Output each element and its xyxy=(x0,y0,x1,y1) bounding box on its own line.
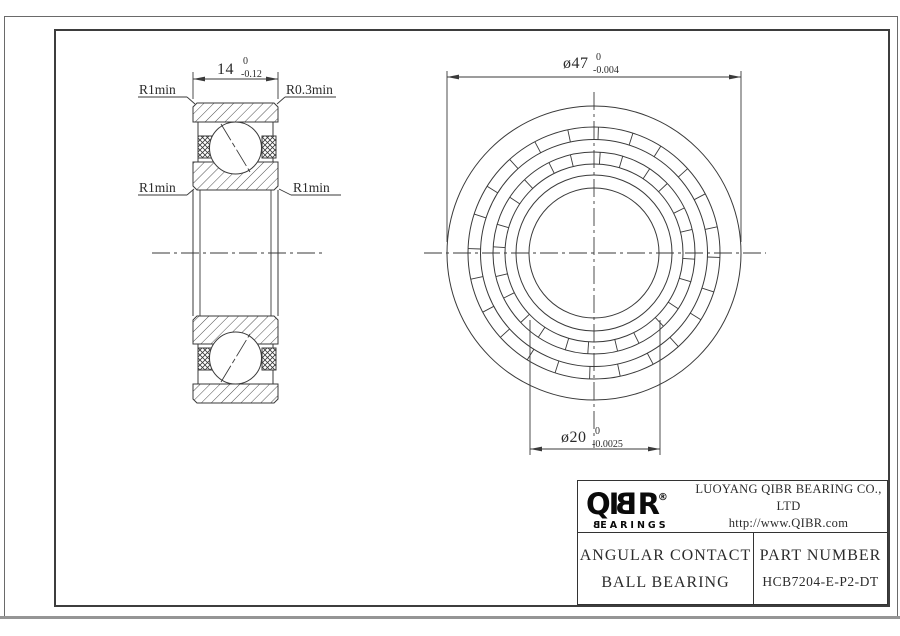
dim-bore-tol-lower: -0.0025 xyxy=(592,439,623,450)
label-r1min-mid-left: R1min xyxy=(139,180,176,195)
dim-width-14 xyxy=(193,72,278,99)
cage-section-bottom-right xyxy=(262,348,276,370)
title-block xyxy=(577,480,888,605)
part-number-value: HCB7204-E-P2-DT xyxy=(762,573,879,589)
product-name-line2: BALL BEARING xyxy=(601,573,730,591)
front-view xyxy=(424,71,766,455)
dim-bore-value: ø20 xyxy=(561,429,587,446)
title-block-header-row xyxy=(578,481,887,533)
product-name-line1: ANGULAR CONTACT xyxy=(579,546,752,564)
cage-section-top-right xyxy=(262,136,276,158)
ball-top xyxy=(210,122,262,174)
registered-trademark-icon: ® xyxy=(657,491,668,503)
outer-ring-top-section xyxy=(193,103,278,122)
qibr-logo xyxy=(578,483,690,531)
dim-od-value: ø47 xyxy=(563,55,589,72)
section-view xyxy=(138,72,341,403)
product-name-cell xyxy=(578,533,754,604)
company-website: http://www.QIBR.com xyxy=(728,516,849,530)
qibr-logo-subtitle: BEARINGS xyxy=(590,519,669,531)
mirrored-b-glyph: B xyxy=(617,486,638,521)
dim-width-value: 14 xyxy=(217,61,234,78)
dim-width-tol-lower: -0.12 xyxy=(241,69,262,80)
qibr-logo-wordmark: QIBR® xyxy=(586,486,668,521)
company-info xyxy=(690,481,887,532)
outer-ring-bottom-section xyxy=(193,384,278,403)
dim-bore-tol-upper: 0 xyxy=(595,426,600,437)
dim-od-tol-upper: 0 xyxy=(596,52,601,63)
label-r03min-top-right: R0.3min xyxy=(286,82,333,97)
company-name: LUOYANG QIBR BEARING CO., LTD xyxy=(695,482,882,513)
ball-bottom xyxy=(210,332,262,384)
title-block-detail-row xyxy=(578,533,887,604)
dim-od-tol-lower: -0.004 xyxy=(593,65,619,76)
part-number-cell xyxy=(754,533,887,604)
label-r1min-mid-right: R1min xyxy=(293,180,330,195)
label-r1min-top-left: R1min xyxy=(139,82,176,97)
part-number-label: PART NUMBER xyxy=(759,546,882,564)
dim-width-tol-upper: 0 xyxy=(243,56,248,67)
